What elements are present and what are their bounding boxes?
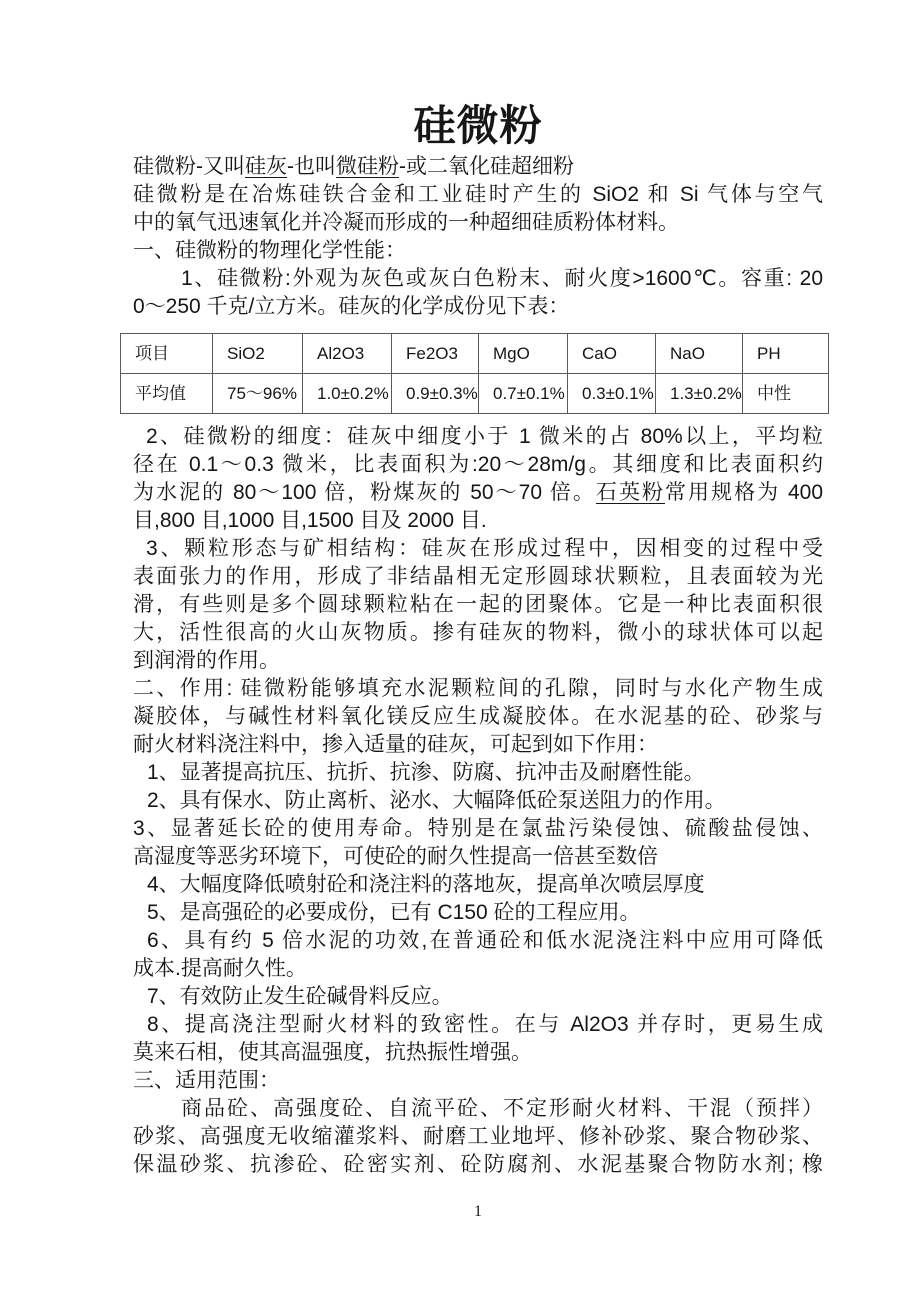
text-segment: 凝胶体，与碱性材料氧化镁反应生成凝胶体。在水泥基的砼、砂浆与 — [133, 705, 823, 728]
document-line — [133, 423, 823, 451]
table-cell: 平均值 — [121, 374, 213, 414]
text-segment: 为水泥的 80～100 倍，粉煤灰的 50～70 倍。 — [133, 481, 596, 504]
text-segment: 硅微粉-又叫 — [133, 155, 245, 178]
text-segment: 3、显著延长砼的使用寿命。特别是在氯盐污染侵蚀、硫酸盐侵蚀、 — [133, 817, 823, 840]
document-line — [133, 181, 823, 209]
text-segment: 表面张力的作用，形成了非结晶相无定形圆球状颗粒，且表面较为光 — [133, 565, 823, 588]
table-header-row — [121, 334, 829, 374]
document-line — [133, 927, 823, 955]
document-line — [133, 1039, 823, 1067]
table-header-cell: 项目 — [121, 334, 213, 374]
table-header-cell: NaO — [656, 334, 743, 374]
document-line — [133, 1011, 823, 1039]
text-segment: 中的氧气迅速氧化并冷凝而形成的一种超细硅质粉体材料。 — [133, 211, 679, 234]
text-segment: 成本.提高耐久性。 — [133, 957, 307, 980]
document-line — [133, 507, 823, 535]
table-cell: 75～96% — [213, 374, 303, 414]
table-header-cell: CaO — [568, 334, 656, 374]
text-segment: 高湿度等恶劣环境下，可使砼的耐久性提高一倍甚至数倍 — [133, 845, 658, 868]
document-line — [133, 451, 823, 479]
text-segment: 三、适用范围： — [133, 1069, 280, 1092]
document-line — [133, 153, 823, 181]
text-segment: 2、具有保水、防止离析、泌水、大幅降低砼泵送阻力的作用。 — [147, 789, 726, 812]
document-line — [133, 1151, 823, 1179]
document-line — [133, 787, 823, 815]
document-body — [133, 153, 823, 1179]
document-line — [133, 209, 823, 237]
text-segment: 砂浆、高强度无收缩灌浆料、耐磨工业地坪、修补砂浆、聚合物砂浆、 — [133, 1125, 823, 1148]
text-segment: 8、提高浇注型耐火材料的致密性。在与 Al2O3 并存时，更易生成 — [147, 1013, 823, 1036]
text-segment: 3、颗粒形态与矿相结构：硅灰在形成过程中，因相变的过程中受 — [146, 537, 823, 560]
text-segment: 保温砂浆、抗渗砼、砼密实剂、砼防腐剂、水泥基聚合物防水剂; 橡 — [133, 1153, 823, 1176]
document-line — [133, 871, 823, 899]
document-line — [133, 647, 823, 675]
document-line — [133, 1123, 823, 1151]
document-line — [133, 703, 823, 731]
document-line — [133, 1067, 823, 1095]
document-line — [133, 591, 823, 619]
document-line — [133, 899, 823, 927]
document-line — [133, 731, 823, 759]
table-header-cell: Al2O3 — [303, 334, 392, 374]
table-cell: 0.7±0.1% — [479, 374, 568, 414]
text-segment: 一、硅微粉的物理化学性能： — [133, 239, 406, 262]
table-header-cell: SiO2 — [213, 334, 303, 374]
paragraph-block-intro — [133, 153, 823, 321]
text-segment: 7、有效防止发生砼碱骨料反应。 — [147, 985, 453, 1008]
table-cell: 中性 — [743, 374, 829, 414]
underlined-term: 石英粉 — [595, 481, 665, 504]
document-line — [133, 479, 823, 507]
text-segment: 大，活性很高的火山灰物质。掺有硅灰的物料，微小的球状体可以起 — [133, 621, 823, 644]
underlined-term: 硅灰 — [245, 155, 287, 178]
document-line — [133, 955, 823, 983]
text-segment: 4、大幅度降低喷射砼和浇注料的落地灰，提高单次喷层厚度 — [147, 873, 705, 896]
text-segment: 1、硅微粉:外观为灰色或灰白色粉末、耐火度>1600℃。容重: 20 — [181, 267, 823, 290]
document-line — [133, 1095, 823, 1123]
text-segment: 1、显著提高抗压、抗折、抗渗、防腐、抗冲击及耐磨性能。 — [147, 761, 705, 784]
underlined-term: 微硅粉 — [336, 155, 399, 178]
text-segment: 径在 0.1～0.3 微米，比表面积为:20～28m/g。其细度和比表面积约 — [133, 453, 823, 476]
text-segment: -或二氧化硅超细粉 — [399, 155, 574, 178]
document-line — [133, 237, 823, 265]
document-line — [133, 265, 823, 293]
text-segment: 到润滑的作用。 — [133, 649, 280, 672]
document-line — [133, 815, 823, 843]
page-number: 1 — [474, 1203, 482, 1220]
text-segment: 5、是高强砼的必要成份，已有 C150 砼的工程应用。 — [147, 901, 641, 924]
document-title: 硅微粉 — [413, 104, 543, 150]
text-segment: 6、具有约 5 倍水泥的功效,在普通砼和低水泥浇注料中应用可降低 — [147, 929, 823, 952]
text-segment: 商品砼、高强度砼、自流平砼、不定形耐火材料、干混（预拌） — [181, 1097, 823, 1120]
table-header-cell: MgO — [479, 334, 568, 374]
text-segment: 滑，有些则是多个圆球颗粒粘在一起的团聚体。它是一种比表面积很 — [133, 593, 823, 616]
document-line — [133, 535, 823, 563]
table-header-cell: Fe2O3 — [392, 334, 479, 374]
table-cell: 1.0±0.2% — [303, 374, 392, 414]
table-cell: 0.3±0.1% — [568, 374, 656, 414]
text-segment: 莫来石相，使其高温强度，抗热振性增强。 — [133, 1041, 532, 1064]
table-row — [121, 374, 829, 414]
text-segment: 目,800 目,1000 目,1500 目及 2000 目. — [133, 509, 487, 532]
table-cell: 1.3±0.2% — [656, 374, 743, 414]
document-line — [133, 563, 823, 591]
text-segment: 2、硅微粉的细度：硅灰中细度小于 1 微米的占 80%以上，平均粒 — [146, 425, 823, 448]
document-line — [133, 983, 823, 1011]
paragraph-block-main — [133, 423, 823, 1179]
text-segment: 0～250 千克/立方米。硅灰的化学成份见下表： — [133, 295, 570, 318]
text-segment: 硅微粉是在冶炼硅铁合金和工业硅时产生的 SiO2 和 Si 气体与空气 — [133, 183, 823, 206]
text-segment: -也叫 — [287, 155, 336, 178]
document-line — [133, 675, 823, 703]
document-line — [133, 843, 823, 871]
chemical-composition-table — [120, 333, 829, 414]
table-header-cell: PH — [743, 334, 829, 374]
document-line — [133, 619, 823, 647]
text-segment: 二、作用: 硅微粉能够填充水泥颗粒间的孔隙，同时与水化产物生成 — [133, 677, 823, 700]
text-segment: 常用规格为 400 — [665, 481, 824, 504]
table-cell: 0.9±0.3% — [392, 374, 479, 414]
document-line — [133, 293, 823, 321]
text-segment: 耐火材料浇注料中，掺入适量的硅灰，可起到如下作用： — [133, 733, 658, 756]
document-line — [133, 759, 823, 787]
